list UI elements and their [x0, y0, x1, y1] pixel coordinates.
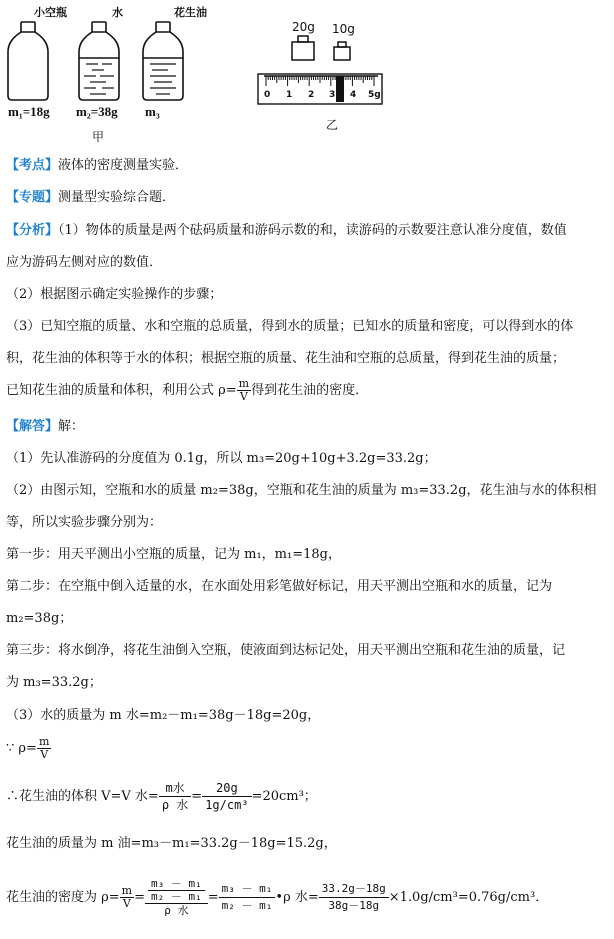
- jieda-text: 解：: [58, 419, 85, 434]
- scale-tick-4: 4: [350, 90, 357, 100]
- fraction-m-over-v: $\frac{m}{V}$: [238, 377, 250, 403]
- scale-tick-1: 1: [286, 90, 293, 100]
- weight-10g-icon: [334, 42, 350, 60]
- fraction-complex: [145, 878, 208, 917]
- fenxi-line-6: [6, 378, 368, 403]
- volume-post: =20cm³；: [251, 789, 317, 804]
- zhuanti-text: 测量型实验综合题．: [58, 190, 176, 205]
- bottles-illustration: [0, 0, 240, 150]
- scale-tick-5: 5g: [368, 90, 381, 100]
- figure-jia: [0, 0, 240, 150]
- fenxi-tag: 【分析】: [6, 223, 59, 238]
- density-pre: 花生油的密度为 ρ=: [6, 890, 120, 905]
- fraction-m-over-v-3: $\frac{m}{V}$: [121, 884, 133, 910]
- kaodian-line: [6, 157, 188, 175]
- dot-rho: •ρ 水=: [275, 890, 319, 905]
- volume-line: ∴花生油的体积 V=V 水= $\frac{\text{m水}}{\text{ρ 水}}$ = $\frac{20g}{\text{1g/cm³}}$ =20cm³；: [6, 781, 317, 812]
- step-2a: 第二步：在空瓶中倒入适量的水，在水面处用彩笔做好标记，用天平测出空瓶和水的质量，记为: [6, 579, 553, 594]
- weight-label-20g: 20g: [292, 20, 315, 34]
- zhuanti-tag: 【专题】: [6, 190, 59, 205]
- weight-label-10g: 10g: [332, 22, 355, 36]
- figure-caption-yi: 乙: [326, 118, 339, 132]
- solution-1: （1）先认准游码的分度值为 0.1g，所以 m₃=20g+10g+3.2g=33.2g；: [6, 451, 437, 466]
- jieda-line: [6, 418, 84, 436]
- kaodian-text: 液体的密度测量实验．: [58, 158, 189, 173]
- fenxi-line-1: [6, 222, 567, 240]
- scale-tick-0: 0: [264, 90, 271, 100]
- figure-yi: [252, 0, 392, 150]
- fenxi-line-4: （3）已知空瓶的质量、水和空瓶的总质量，得到水的质量；已知水的质量和密度，可以得到水的体: [6, 319, 574, 334]
- solution-2a: （2）由图示知，空瓶和水的质量 m₂=38g，空瓶和花生油的质量为 m₃=33.2g，花生油与水的体积相: [6, 483, 597, 498]
- fenxi-1a: （1）物体的质量是两个砝码质量和游码示数的和，读游码的示数要注意认准分度值，数值: [58, 223, 567, 238]
- density-post: ×1.0g/cm³=0.76g/cm³．: [388, 890, 549, 905]
- step-3a: 第三步：将水倒净，将花生油倒入空瓶，使液面到达标记处，用天平测出空瓶和花生油的质量，记: [6, 643, 566, 658]
- scale-tick-2: 2: [308, 90, 315, 100]
- kaodian-tag: 【考点】: [6, 158, 59, 173]
- balance-scale-illustration: [252, 0, 392, 150]
- weight-20g-icon: [292, 36, 314, 60]
- zhuanti-line: [6, 189, 175, 207]
- solution-3-water-mass: （3）水的质量为 m 水=m₂－m₁=38g－18g=20g，: [6, 708, 321, 723]
- fenxi-3c-pre: 已知花生油的质量和体积，利用公式 ρ=: [6, 383, 237, 398]
- fenxi-line-2: 应为游码左侧对应的数值．: [6, 255, 163, 270]
- fraction-m-over-v-2: $\frac{m}{V}$: [38, 735, 50, 761]
- density-line: 花生油的密度为 ρ= $\frac{m}{V}$ = $\frac{\frac{\text{m₃ － m₁}}{\text{m₂ － m₁}}}{\text{ρ 水}}$ = $\frac{\text{m₃ － m₁}}{\text{m₂ － m₁}}$ •ρ 水= $\frac{33.2g-18g}{38g-18g}$ ×1.0g/cm³=0.76g/cm³．: [6, 877, 549, 917]
- scale-tick-3: 3: [329, 90, 336, 100]
- mass-label-m2: m₂=38g: [76, 104, 118, 119]
- rho-formula-line: [6, 736, 51, 761]
- mass-label-m3: m₃: [145, 104, 160, 119]
- volume-pre: ∴花生油的体积 V=V 水=: [6, 789, 159, 804]
- complex-numerator: $\frac{\text{m₃ － m₁}}{\text{m₂ － m₁}}$: [145, 878, 208, 904]
- fraction-numeric: $\frac{33.2g-18g}{38g-18g}$: [319, 881, 389, 914]
- bottle-label-water: 水: [112, 6, 123, 19]
- fenxi-line-5: 积，花生油的体积等于水的体积；根据空瓶的质量、花生油和空瓶的总质量，得到花生油的质量；: [6, 351, 566, 366]
- step-2b: m₂=38g；: [6, 611, 73, 626]
- empty-bottle-icon: [8, 22, 48, 100]
- fenxi-3c-post: 得到花生油的密度．: [251, 383, 369, 398]
- oil-mass-line: 花生油的质量为 m 油=m₃－m₁=33.2g－18g=15.2g，: [6, 836, 337, 851]
- complex-denominator: ρ 水: [164, 904, 189, 917]
- bottle-label-oil: 花生油: [174, 6, 207, 19]
- fraction-simple-ratio: $\frac{\text{m₃ － m₁}}{\text{m₂ － m₁}}$: [219, 881, 276, 914]
- fenxi-line-3: （2）根据图示确定实验操作的步骤；: [6, 287, 223, 302]
- step-3b: 为 m₃=33.2g；: [6, 675, 102, 690]
- jieda-tag: 【解答】: [6, 419, 59, 434]
- solution-2b: 等，所以实验步骤分别为：: [6, 515, 163, 530]
- mass-label-m1: m₁=18g: [8, 104, 50, 119]
- figure-caption-jia: 甲: [92, 130, 105, 144]
- fraction-mwater-over-rho: $\frac{\text{m水}}{\text{ρ 水}}$: [159, 780, 191, 813]
- rider-marker: [336, 76, 344, 102]
- step-1: 第一步：用天平测出小空瓶的质量，记为 m₁，m₁=18g，: [6, 547, 341, 562]
- fraction-20g-over-density: $\frac{20g}{\text{1g/cm³}}$: [202, 780, 251, 813]
- bottle-label-empty: 小空瓶: [34, 6, 67, 19]
- rho-eq: ∵ ρ=: [6, 741, 37, 756]
